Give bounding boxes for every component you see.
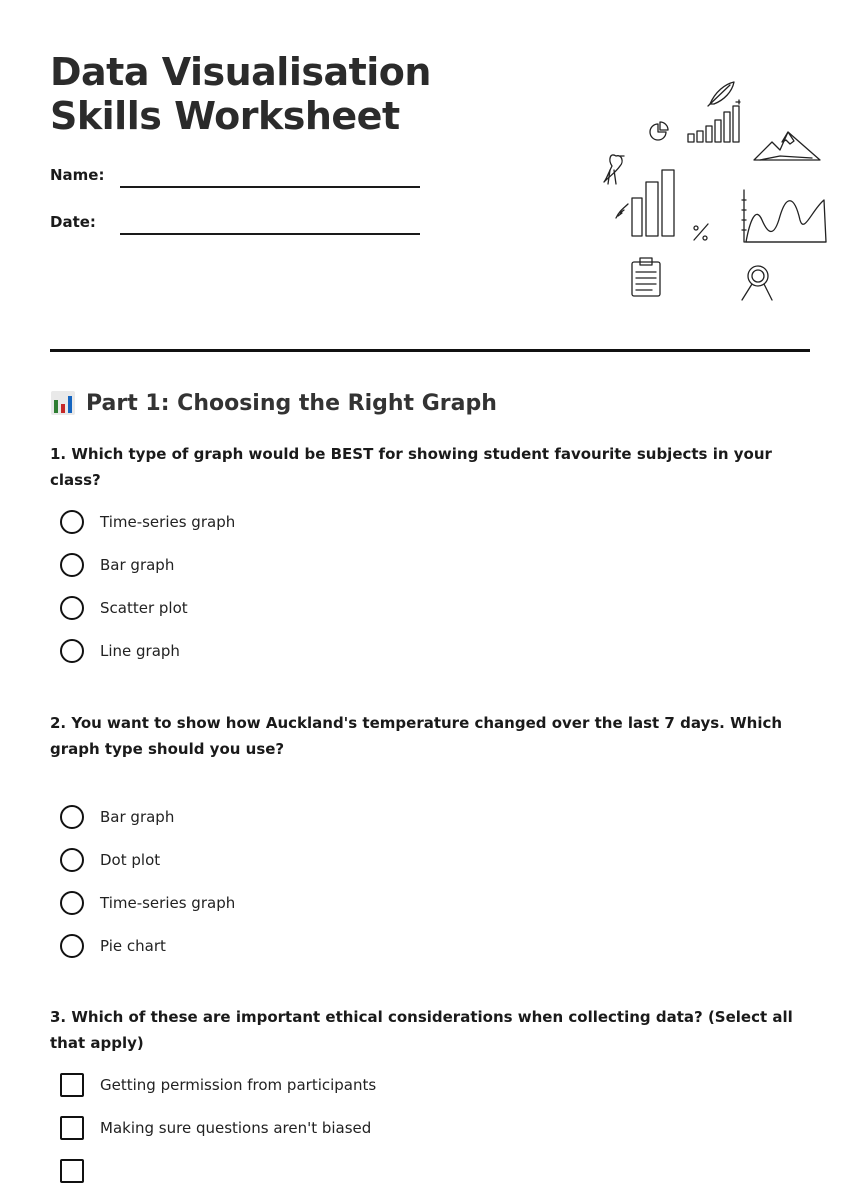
- radio-button[interactable]: [60, 553, 84, 577]
- option-label: Pie chart: [100, 936, 166, 955]
- part1-heading: [50, 390, 497, 416]
- area-chart-icon: [742, 190, 826, 242]
- q3-option-partial[interactable]: [60, 1149, 376, 1192]
- header-divider: [50, 349, 810, 352]
- q2-option[interactable]: [60, 838, 235, 881]
- date-label: Date:: [50, 213, 96, 231]
- q2-option[interactable]: [60, 924, 235, 967]
- radio-button[interactable]: [60, 805, 84, 829]
- worksheet-title: Data Visualisation Skills Worksheet: [50, 50, 431, 138]
- magnifying-glass-icon: [742, 266, 772, 300]
- bar-chart-icon: [616, 170, 674, 236]
- option-label: Time-series graph: [100, 893, 236, 912]
- feather-icon: [708, 82, 740, 106]
- bar-chart-emoji-icon: [50, 390, 76, 416]
- option-label: Time-series graph: [100, 512, 236, 531]
- radio-button[interactable]: [60, 510, 84, 534]
- date-input-line[interactable]: [120, 233, 420, 235]
- checkbox[interactable]: [60, 1116, 84, 1140]
- checkbox[interactable]: [60, 1159, 84, 1183]
- radio-button[interactable]: [60, 934, 84, 958]
- name-input-line[interactable]: [120, 186, 420, 188]
- option-label: Bar graph: [100, 807, 175, 826]
- radio-button[interactable]: [60, 639, 84, 663]
- checkbox[interactable]: [60, 1073, 84, 1097]
- question-1: 1. Which type of graph would be BEST for showing student favourite subjects in your class?: [50, 445, 772, 489]
- q2-option[interactable]: [60, 795, 235, 838]
- radio-button[interactable]: [60, 891, 84, 915]
- option-label: Getting permission from participants: [100, 1075, 377, 1094]
- question-2-options: [60, 795, 235, 967]
- part1-title: Part 1: Choosing the Right Graph: [86, 390, 497, 416]
- q1-option[interactable]: [60, 500, 235, 543]
- mountain-icon: [754, 132, 820, 160]
- option-label: Line graph: [100, 641, 180, 660]
- question-3: 3. Which of these are important ethical considerations when collecting data? (Select all that apply): [50, 1008, 793, 1052]
- small-bar-chart-icon: [688, 106, 739, 142]
- q1-option[interactable]: [60, 629, 235, 672]
- bird-icon: [604, 155, 624, 184]
- question-3-options: [60, 1063, 376, 1192]
- option-label: Making sure questions aren't biased: [100, 1118, 372, 1137]
- clipboard-icon: [632, 258, 660, 296]
- q2-option[interactable]: [60, 881, 235, 924]
- pie-chart-icon: [650, 122, 668, 140]
- q3-option[interactable]: [60, 1063, 376, 1106]
- q3-option[interactable]: [60, 1106, 376, 1149]
- radio-button[interactable]: [60, 596, 84, 620]
- option-label: Bar graph: [100, 555, 175, 574]
- question-2: 2. You want to show how Auckland's temperature changed over the last 7 days. Which graph type should you use?: [50, 714, 783, 758]
- data-doodles-illustration: [550, 70, 840, 320]
- name-label: Name:: [50, 166, 105, 184]
- q1-option[interactable]: [60, 586, 235, 629]
- question-1-options: [60, 500, 235, 672]
- radio-button[interactable]: [60, 848, 84, 872]
- percent-icon: [694, 224, 708, 240]
- option-label: Scatter plot: [100, 598, 188, 617]
- q1-option[interactable]: [60, 543, 235, 586]
- option-label: Dot plot: [100, 850, 161, 869]
